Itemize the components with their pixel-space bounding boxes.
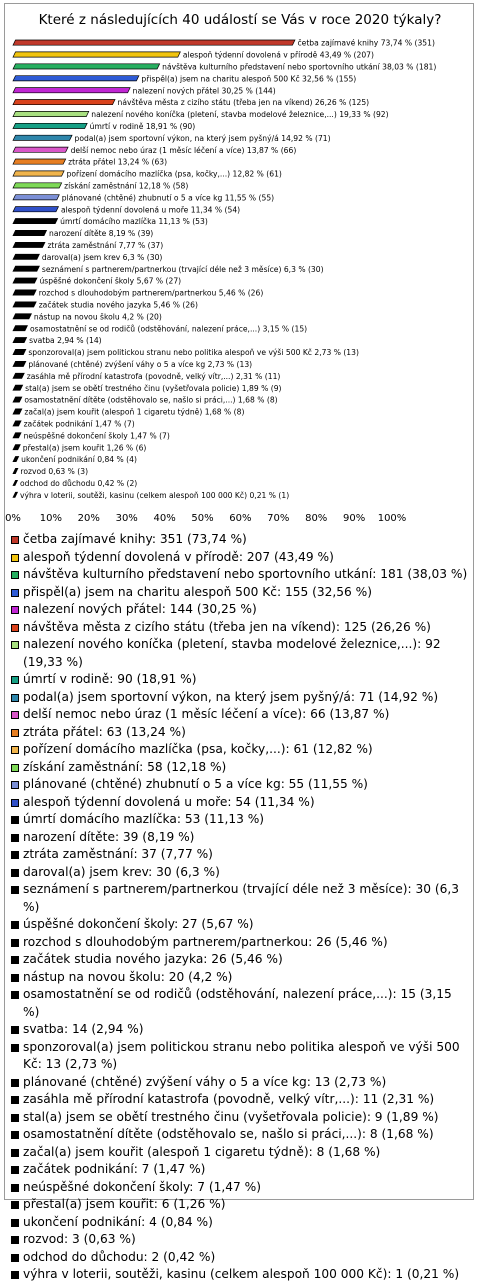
bar-26 (13, 338, 27, 343)
legend-swatch-24 (11, 974, 19, 982)
legend-swatch-23 (11, 956, 19, 964)
bar-6 (13, 100, 115, 105)
bar-24 (13, 314, 31, 319)
legend-swatch-10 (11, 711, 19, 719)
legend-item-23 (9, 951, 471, 969)
legend-item-27 (9, 1039, 471, 1074)
bar-label-4: přispěl(a) jsem na charitu alespoň 500 Kč 32,56 % (155) (141, 74, 357, 84)
legend-swatch-39 (11, 1271, 19, 1279)
legend-swatch-4 (11, 589, 19, 597)
legend-label-20: seznámení s partnerem/partnerkou (trvající déle než 3 měsíce): 30 (6,3 %) (23, 882, 459, 914)
legend-label-7: nalezení nového koníčka (pletení, stavba modelové železnice,...): 92 (19,33 %) (23, 637, 441, 669)
chart-title: Které z následujících 40 událostí se Vás v roce 2020 týkaly? (38, 12, 442, 28)
x-tick-label-5: 50% (191, 513, 214, 524)
x-tick-label-10: 100% (377, 513, 407, 524)
x-tick-label-9: 90% (342, 513, 366, 524)
bar-31 (13, 397, 22, 402)
bar-label-15: alespoň týdenní dovolená u moře 11,34 % (54) (60, 205, 241, 215)
legend-label-17: narození dítěte: 39 (8,19 %) (23, 829, 195, 844)
legend-swatch-15 (11, 799, 19, 807)
legend-item-10 (9, 706, 471, 724)
legend-swatch-17 (11, 834, 19, 842)
legend-swatch-18 (11, 851, 19, 859)
bar-14 (13, 195, 59, 200)
x-tick-label-3: 30% (115, 513, 138, 524)
bar-7 (13, 111, 89, 116)
legend-item-15 (9, 794, 471, 812)
legend-label-32: začal(a) jsem kouřit (alespoň 1 cigaretu týdně): 8 (1,68 %) (23, 1144, 381, 1159)
bar-label-5: nalezení nových přátel 30,25 % (144) (132, 86, 276, 96)
legend-swatch-1 (11, 536, 19, 544)
legend-label-12: pořízení domácího mazlíčka (psa, kočky,...): 61 (12,82 %) (23, 742, 373, 756)
bar-label-22: rozchod s dlouhodobým partnerem/partnerkou 5,46 % (26) (38, 288, 264, 298)
legend-swatch-35 (11, 1201, 19, 1209)
bar-16 (13, 219, 58, 224)
legend-label-11: ztráta přátel: 63 (13,24 %) (23, 724, 186, 739)
legend-item-18 (9, 846, 471, 864)
bar-label-10: delší nemoc nebo úraz (1 měsíc léčení a více) 13,87 % (66) (70, 145, 297, 155)
legend-label-25: osamostatnění se od rodičů (odstěhování, nalezení práce,...): 15 (3,15 %) (23, 987, 452, 1019)
x-tick-label-1: 10% (39, 513, 63, 524)
legend-swatch-28 (11, 1079, 19, 1087)
bar-39 (13, 492, 18, 497)
bar-label-13: získání zaměstnání 12,18 % (58) (64, 181, 189, 191)
legend-item-12 (9, 741, 471, 759)
legend-label-4: přispěl(a) jsem na charitu alespoň 500 Kč: 155 (32,56 %) (23, 584, 372, 599)
legend-label-10: delší nemoc nebo úraz (1 měsíc léčení a více): 66 (13,87 %) (23, 707, 390, 721)
legend-swatch-21 (11, 921, 19, 929)
bar-label-21: úspěšné dokončení školy 5,67 % (27) (39, 276, 182, 286)
legend-item-16 (9, 811, 471, 829)
bar-label-7: nalezení nového koníčka (pletení, stavba modelové železnice,...) 19,33 % (92) (91, 110, 389, 120)
legend-swatch-6 (11, 624, 19, 632)
bar-28 (13, 361, 26, 366)
bar-label-19: daroval(a) jsem krev 6,3 % (30) (41, 252, 163, 262)
bar-label-30: stal(a) jsem se obětí trestného činu (vyšetřovala policie) 1,89 % (9) (25, 383, 282, 393)
bar-label-35: přestal(a) jsem kouřit 1,26 % (6) (22, 443, 147, 453)
bar-22 (13, 290, 36, 295)
legend-label-21: úspěšné dokončení školy: 27 (5,67 %) (23, 917, 254, 931)
legend-swatch-9 (11, 694, 19, 702)
legend-label-36: ukončení podnikání: 4 (0,84 %) (23, 1214, 213, 1229)
bar-38 (13, 480, 18, 485)
legend-label-23: začátek studia nového jazyka: 26 (5,46 %) (23, 952, 283, 966)
x-tick-label-8: 80% (305, 513, 328, 524)
bar-2 (13, 52, 180, 57)
bar-label-1: četba zajímavé knihy 73,74 % (351) (297, 38, 435, 48)
legend-swatch-32 (11, 1149, 19, 1157)
bar-label-11: ztráta přátel 13,24 % (63) (68, 157, 168, 167)
legend-swatch-20 (11, 886, 19, 894)
bar-13 (13, 183, 62, 188)
bar-label-39: výhra v loterii, soutěži, kasinu (celkem alespoň 100 000 Kč) 0,21 % (1) (20, 490, 290, 500)
legend-item-3 (9, 566, 471, 584)
bar-label-18: ztráta zaměstnání 7,77 % (37) (47, 241, 164, 250)
legend-item-33 (9, 1161, 471, 1179)
legend-item-14 (9, 776, 471, 794)
legend-label-6: návštěva města z cizího státu (třeba jen na víkend): 125 (26,26 %) (23, 619, 431, 634)
bar-34 (13, 433, 21, 438)
bar-10 (13, 147, 68, 152)
legend-label-8: úmrtí v rodině: 90 (18,91 %) (23, 672, 197, 686)
legend-item-1 (9, 531, 471, 549)
legend-label-35: přestal(a) jsem kouřit: 6 (1,26 %) (23, 1197, 226, 1211)
legend-label-34: neúspěšné dokončení školy: 7 (1,47 %) (23, 1179, 262, 1194)
legend-swatch-16 (11, 816, 19, 824)
legend-swatch-26 (11, 1026, 19, 1034)
legend-label-15: alespoň týdenní dovolená u moře: 54 (11,34 %) (23, 794, 315, 809)
bar-33 (13, 421, 21, 426)
legend-item-4 (9, 584, 471, 602)
bar-25 (13, 326, 27, 331)
bar-32 (13, 409, 22, 414)
bar-23 (13, 302, 36, 307)
bar-label-23: začátek studia nového jazyka 5,46 % (26) (38, 300, 198, 310)
bar-label-12: pořízení domácího mazlíčka (psa, kočky,...) 12,82 % (61) (66, 169, 282, 179)
legend-label-19: daroval(a) jsem krev: 30 (6,3 %) (23, 864, 220, 879)
legend-label-33: začátek podnikání: 7 (1,47 %) (23, 1162, 206, 1176)
bar-label-25: osamostatnění se od rodičů (odstěhování, nalezení práce,...) 3,15 % (15) (29, 324, 308, 334)
legend-label-26: svatba: 14 (2,94 %) (23, 1022, 144, 1036)
bar-label-3: návštěva kulturního představení nebo sportovního utkání 38,03 % (181) (162, 62, 437, 72)
bar-label-29: zasáhla mě přírodní katastrofa (povodně, velký vítr,...) 2,31 % (11) (26, 371, 281, 381)
bar-1 (13, 40, 295, 45)
bar-label-32: začal(a) jsem kouřit (alespoň 1 cigaretu týdně) 1,68 % (8) (24, 407, 245, 417)
legend-label-16: úmrtí domácího mazlíčka: 53 (11,13 %) (23, 812, 265, 826)
bar-5 (13, 88, 130, 93)
legend-swatch-11 (11, 729, 19, 737)
legend-item-19 (9, 864, 471, 882)
bar-label-17: narození dítěte 8,19 % (39) (49, 229, 154, 239)
bar-37 (13, 468, 18, 473)
legend-label-14: plánované (chtěné) zhubnutí o 5 a více kg: 55 (11,55 %) (23, 777, 368, 791)
chart-legend (9, 531, 471, 1284)
legend-swatch-31 (11, 1131, 19, 1139)
legend-label-28: plánované (chtěné) zvýšení váhy o 5 a více kg: 13 (2,73 %) (23, 1074, 387, 1089)
legend-swatch-12 (11, 746, 19, 754)
bar-label-37: rozvod 0,63 % (3) (20, 467, 89, 477)
legend-swatch-30 (11, 1114, 19, 1122)
legend-item-21 (9, 916, 471, 934)
legend-swatch-27 (11, 1044, 19, 1052)
bar-29 (13, 373, 24, 378)
legend-swatch-36 (11, 1219, 19, 1227)
bar-label-38: odchod do důchodu 0,42 % (2) (20, 479, 138, 488)
legend-label-27: sponzoroval(a) jsem politickou stranu nebo politika alespoň ve výši 500 Kč: 13 (2,73 %) (23, 1039, 460, 1071)
bar-label-16: úmrtí domácího mazlíčka 11,13 % (53) (60, 217, 208, 227)
legend-swatch-33 (11, 1166, 19, 1174)
legend-item-20 (9, 881, 471, 916)
x-tick-label-0: 0% (5, 513, 21, 524)
legend-label-37: rozvod: 3 (0,63 %) (23, 1232, 136, 1246)
bar-3 (13, 64, 160, 69)
legend-item-30 (9, 1109, 471, 1127)
legend-item-34 (9, 1179, 471, 1197)
x-tick-label-2: 20% (77, 513, 100, 524)
legend-label-29: zasáhla mě přírodní katastrofa (povodně, velký vítr,...): 11 (2,31 %) (23, 1092, 435, 1106)
chart-frame (4, 3, 474, 1281)
bar-label-34: neúspěšné dokončení školy 1,47 % (7) (23, 431, 170, 441)
bar-label-33: začátek podnikání 1,47 % (7) (23, 419, 135, 429)
legend-swatch-37 (11, 1236, 19, 1244)
legend-item-37 (9, 1231, 471, 1249)
bar-label-20: seznámení s partnerem/partnerkou (trvající déle než 3 měsíce) 6,3 % (30) (41, 264, 324, 274)
bar-label-2: alespoň týdenní dovolená v přírodě 43,49 % (207) (182, 50, 374, 60)
legend-item-39 (9, 1266, 471, 1284)
legend-swatch-38 (11, 1254, 19, 1262)
bar-15 (13, 207, 58, 212)
legend-swatch-14 (11, 781, 19, 789)
x-tick-label-6: 60% (229, 513, 252, 524)
legend-label-9: podal(a) jsem sportovní výkon, na který jsem pyšný/á: 71 (14,92 %) (23, 689, 439, 704)
bar-12 (13, 171, 64, 176)
bar-label-14: plánované (chtěné) zhubnutí o 5 a více kg 11,55 % (55) (61, 193, 275, 203)
legend-item-29 (9, 1091, 471, 1109)
legend-label-30: stal(a) jsem se obětí trestného činu (vyšetřovala policie): 9 (1,89 %) (23, 1109, 439, 1124)
bar-label-27: sponzoroval(a) jsem politickou stranu nebo politika alespoň ve výši 500 Kč 2,73 % (13) (28, 348, 359, 358)
bar-17 (13, 230, 47, 235)
legend-item-5 (9, 601, 471, 619)
legend-label-22: rozchod s dlouhodobým partnerem/partnerkou: 26 (5,46 %) (23, 934, 388, 949)
legend-item-8 (9, 671, 471, 689)
legend-swatch-5 (11, 606, 19, 614)
bar-19 (13, 254, 39, 259)
legend-item-38 (9, 1249, 471, 1267)
legend-label-1: četba zajímavé knihy: 351 (73,74 %) (23, 532, 247, 546)
legend-swatch-8 (11, 676, 19, 684)
bar-21 (13, 278, 37, 283)
legend-item-28 (9, 1074, 471, 1092)
legend-swatch-19 (11, 869, 19, 877)
legend-item-25 (9, 986, 471, 1021)
legend-swatch-7 (11, 641, 19, 649)
legend-label-13: získání zaměstnání: 58 (12,18 %) (23, 759, 227, 774)
legend-label-39: výhra v loterii, soutěži, kasinu (celkem alespoň 100 000 Kč): 1 (0,21 %) (23, 1267, 460, 1281)
x-tick-label-7: 70% (267, 513, 290, 524)
legend-item-36 (9, 1214, 471, 1232)
legend-item-6 (9, 619, 471, 637)
legend-item-24 (9, 969, 471, 987)
bar-20 (13, 266, 39, 271)
legend-item-7 (9, 636, 471, 671)
bar-chart (5, 4, 475, 529)
legend-item-2 (9, 549, 471, 567)
legend-swatch-25 (11, 991, 19, 999)
bar-36 (13, 457, 19, 462)
bar-9 (13, 135, 72, 140)
x-tick-label-4: 40% (153, 513, 176, 524)
legend-item-9 (9, 689, 471, 707)
legend-label-5: nalezení nových přátel: 144 (30,25 %) (23, 602, 257, 616)
bar-label-9: podal(a) jsem sportovní výkon, na který jsem pyšný/á 14,92 % (71) (74, 133, 331, 143)
legend-label-31: osamostatnění dítěte (odstěhovalo se, našlo si práci,...): 8 (1,68 %) (23, 1127, 434, 1141)
legend-item-32 (9, 1144, 471, 1162)
bar-27 (13, 349, 26, 354)
legend-item-17 (9, 829, 471, 847)
legend-label-38: odchod do důchodu: 2 (0,42 %) (23, 1249, 216, 1264)
bar-4 (13, 76, 139, 81)
legend-swatch-3 (11, 571, 19, 579)
legend-item-31 (9, 1126, 471, 1144)
legend-swatch-13 (11, 764, 19, 772)
bar-label-36: ukončení podnikání 0,84 % (4) (21, 455, 137, 465)
legend-swatch-34 (11, 1184, 19, 1192)
bar-label-6: návštěva města z cizího státu (třeba jen na víkend) 26,26 % (125) (117, 98, 370, 108)
bar-label-24: nástup na novou školu 4,2 % (20) (33, 312, 162, 322)
legend-label-2: alespoň týdenní dovolená v přírodě: 207 (43,49 %) (23, 549, 334, 564)
bar-label-31: osamostatnění dítěte (odstěhovalo se, našlo si práci,...) 1,68 % (8) (24, 395, 278, 405)
legend-swatch-29 (11, 1096, 19, 1104)
bar-11 (13, 159, 66, 164)
legend-item-26 (9, 1021, 471, 1039)
legend-item-13 (9, 759, 471, 777)
bar-18 (13, 242, 45, 247)
legend-item-11 (9, 724, 471, 742)
bar-label-8: úmrtí v rodině 18,91 % (90) (89, 122, 196, 131)
legend-label-3: návštěva kulturního představení nebo sportovního utkání: 181 (38,03 %) (23, 567, 468, 581)
bar-label-28: plánované (chtěné) zvýšení váhy o 5 a více kg 2,73 % (13) (28, 360, 253, 369)
legend-item-22 (9, 934, 471, 952)
legend-swatch-22 (11, 939, 19, 947)
legend-label-24: nástup na novou školu: 20 (4,2 %) (23, 969, 233, 984)
bar-35 (13, 445, 20, 450)
bar-30 (13, 385, 23, 390)
bar-8 (13, 123, 87, 128)
legend-label-18: ztráta zaměstnání: 37 (7,77 %) (23, 847, 213, 861)
bar-label-26: svatba 2,94 % (14) (29, 336, 102, 346)
legend-swatch-2 (11, 554, 19, 562)
